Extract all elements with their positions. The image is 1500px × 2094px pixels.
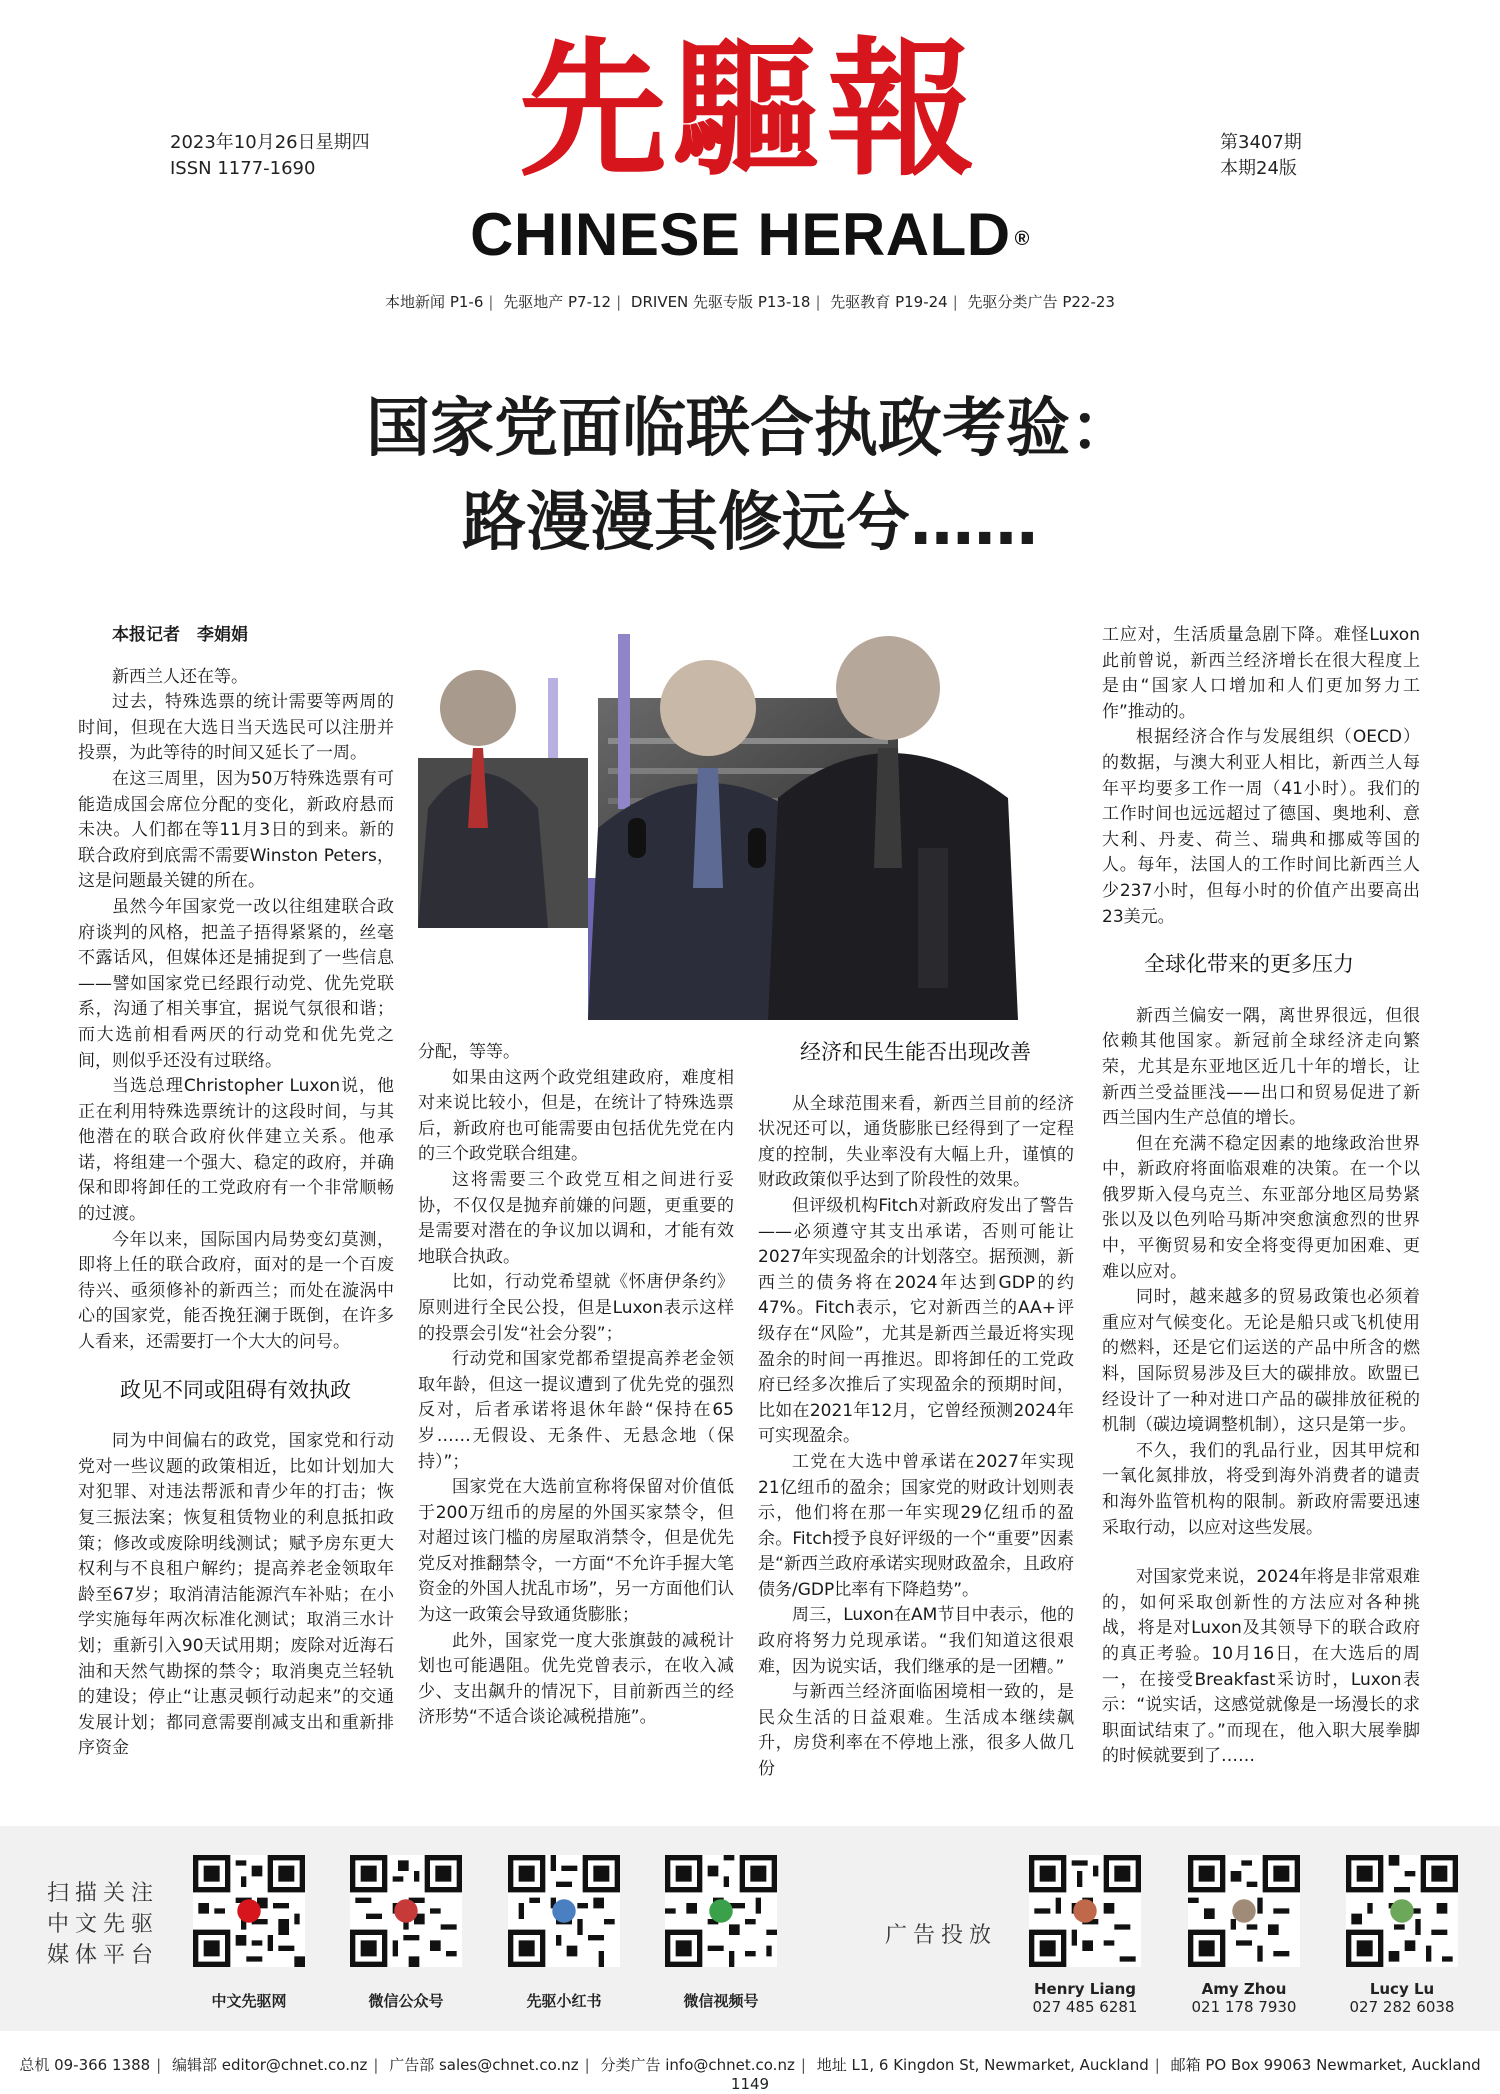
- issue-meta-left: [170, 130, 450, 182]
- contact-info-bar: 总机 09-366 1388 | 编辑部 editor@chnet.co.nz | 广告部 sales@chnet.co.nz | 分类广告 info@chnet.co.nz | 地址 L1, 6 Kingdon St, Newmarket, Auckland | 邮箱 PO Box 99063 Newmarket, Auckland 1149: [19, 2056, 1481, 2093]
- article-column-1: [78, 623, 394, 1762]
- contact-phone: 027 485 6281: [1032, 1998, 1138, 2016]
- paragraph: 如果由这两个政党组建政府，难度相对来说比较小，但是，在统计了特殊选票后，新政府也可能需要由包括优先党在内的三个政党联合组建。: [418, 1067, 734, 1165]
- contact-name: Lucy Lu: [1369, 1980, 1435, 1998]
- contact-qr-code[interactable]: [1188, 1855, 1300, 1967]
- section-link[interactable]: 先驱分类广告 P22-23: [967, 293, 1115, 311]
- subheading: 经济和民生能否出现改善: [800, 1040, 1031, 1064]
- paragraph: 从全球范围来看，新西兰目前的经济状况还可以，通货膨胀已经得到了一定程度的控制，失业率没有大幅上升，谨慎的财政政策似乎达到了阶段性的效果。: [758, 1093, 1074, 1191]
- paragraph: 但评级机构Fitch对新政府发出了警告——必须遵守其支出承诺，否则可能让2027年实现盈余的计划落空。据预测，新西兰的债务将在2024年达到GDP的约47%。Fitch表示，它对新西兰的AA+评级存在“风险”，尤其是新西兰最近将实现盈余的时间一再推迟。即将卸任的工党政府已经多次推后了实现盈余的预期时间，比如在2021年12月，它曾经预测2024年可实现盈余。: [758, 1195, 1074, 1447]
- subheading: 全球化带来的更多压力: [1144, 952, 1354, 977]
- section-index: 本地新闻 P1-6 | 先驱地产 P7-12 | DRIVEN 先驱专版 P13-18 | 先驱教育 P19-24 | 先驱分类广告 P22-23: [385, 293, 1115, 311]
- paragraph: 这将需要三个政党互相之间进行妥协，不仅仅是抛弃前嫌的问题，更重要的是需要对潜在的争议加以调和，才能有效地联合执政。: [418, 1169, 734, 1267]
- qr-code[interactable]: [665, 1855, 777, 1967]
- headline: [0, 382, 1500, 570]
- issue-pages: 本期24版: [1220, 158, 1297, 179]
- issue-meta-right: [1220, 130, 1420, 182]
- headline-line-2: 路漫漫其修远兮……: [462, 486, 1038, 560]
- advertising-label: 广告投放: [885, 1923, 998, 1948]
- paragraph: 周三，Luxon在AM节目中表示，他的政府将努力兑现承诺。“我们知道这很艰难，因为说实话，我们继承的是一团糟。”: [758, 1605, 1074, 1677]
- contact-editorial-email[interactable]: 编辑部 editor@chnet.co.nz: [172, 2056, 368, 2074]
- article-column-2: [418, 1040, 734, 1731]
- paragraph: 国家党在大选前宣称将保留对价值低于200万纽币的房屋的外国买家禁令，但对超过该门槛的房屋取消禁令，但是优先党反对推翻禁令，一方面“不允许手握大笔资金的外国人扰乱市场”，另一方面他们认为这一政策会导致通货膨胀；: [418, 1477, 734, 1626]
- paragraph: 同时，越来越多的贸易政策也必须着重应对气候变化。无论是船只或飞机使用的燃料，还是它们运送的产品中所含的燃料，国际贸易涉及巨大的碳排放。欧盟已经设计了一种对进口产品的碳排放征税的机制（碳边境调整机制），这只是第一步。: [1102, 1287, 1420, 1436]
- qr-caption: 微信视频号: [683, 1992, 759, 2010]
- issn: ISSN 1177-1690: [170, 158, 316, 179]
- issue-number: 第3407期: [1220, 132, 1302, 153]
- registered-mark: ®: [1014, 228, 1030, 251]
- scan-label: 扫描关注中文先驱媒体平台: [46, 1881, 159, 1968]
- qr-code[interactable]: [193, 1855, 305, 1967]
- decorative-stripe: [618, 634, 630, 809]
- paragraph: 与新西兰经济面临困境相一致的，是民众生活的日益艰难。生活成本继续飙升，房贷利率在不停地上涨，很多人做几份: [758, 1682, 1074, 1780]
- contact-po-box: 邮箱 PO Box 99063 Newmarket, Auckland 1149: [730, 2056, 1481, 2093]
- article-column-4: [1102, 623, 1420, 1770]
- paragraph: 对国家党来说，2024年将是非常艰难的，如何采取创新性的方法应对各种挑战，将是对Luxon及其领导下的联合政府的真正考验。10月16日，在大选后的周一，在接受Breakfast采访时，Luxon表示：“说实话，这感觉就像是一场漫长的求职面试结束了。”而现在，他入职大展拳脚的时候就要到了……: [1102, 1567, 1420, 1767]
- contact-name: Amy Zhou: [1201, 1980, 1287, 1998]
- masthead-english-title: [0, 200, 1500, 270]
- paragraph: 根据经济合作与发展组织（OECD）的数据，与澳大利亚人相比，新西兰人每年平均要多工作一周（41小时）。我们的工作时间也远远超过了德国、奥地利、意大利、丹麦、荷兰、瑞典和挪威等国的人。每年，法国人的工作时间比新西兰人少237小时，但每小时的价值产出要高出23美元。: [1102, 727, 1420, 927]
- contact-switchboard: 总机 09-366 1388: [19, 2056, 151, 2074]
- paragraph: 此外，国家党一度大张旗鼓的减税计划也可能遇阻。优先党曾表示，在收入减少、支出飙升的情况下，目前新西兰的经济形势“不适合谈论减税措施”。: [418, 1630, 734, 1728]
- paragraph: 但在充满不稳定因素的地缘政治世界中，新政府将面临艰难的决策。在一个以俄罗斯入侵乌克兰、东亚部分地区局势紧张以及以色列哈马斯冲突愈演愈烈的世界中，平衡贸易和安全将变得更加困难、更难以应对。: [1102, 1133, 1420, 1282]
- paragraph: 新西兰人还在等。: [112, 666, 248, 687]
- paragraph: 分配，等等。: [418, 1042, 520, 1062]
- contact-qr-code[interactable]: [1346, 1855, 1458, 1967]
- section-link[interactable]: 本地新闻 P1-6: [385, 293, 484, 311]
- contact-phone: 027 282 6038: [1349, 1998, 1455, 2016]
- issue-date: 2023年10月26日星期四: [170, 132, 370, 153]
- paragraph: 不久，我们的乳品行业，因其甲烷和一氧化氮排放，将受到海外消费者的谴责和海外监管机构的限制。新政府需要迅速采取行动，以应对这些发展。: [1102, 1440, 1420, 1538]
- contact-card: [1327, 1980, 1477, 2016]
- paragraph: 同为中间偏右的政党，国家党和行动党对一些议题的政策相近，比如计划加大对犯罪、对违法帮派和青少年的打击；恢复三振法案；恢复租赁物业的利息抵扣政策；修改或废除明线测试；赋予房东更大权利与不良租户解约；提高养老金领取年龄至67岁；取消清洁能源汽车补贴；在小学实施每年两次标准化测试；取消三水计划；重新引入90天试用期；废除对近海石油和天然气勘探的禁令；取消奥克兰轻轨的建设；停止“让惠灵顿行动起来”的交通发展计划；都同意需要削减支出和重新排序资金: [78, 1431, 394, 1759]
- paragraph: 当选总理Christopher Luxon说，他正在利用特殊选票统计的这段时间，与其他潜在的联合政府伙伴建立关系。他承诺，将组建一个强大、稳定的政府，并确保和即将卸任的工党政府有一个非常顺畅的过渡。: [78, 1076, 394, 1225]
- qr-code[interactable]: [508, 1855, 620, 1967]
- paragraph: 过去，特殊选票的统计需要等两周的时间，但现在大选日当天选民可以注册并投票，为此等待的时间又延长了一周。: [78, 692, 394, 764]
- paragraph: 工党在大选中曾承诺在2027年实现21亿纽币的盈余；国家党的财政计划则表示，他们将在那一年实现29亿纽币的盈余。Fitch授予良好评级的一个“重要”因素是“新西兰政府承诺实现财政盈余，且政府债务/GDP比率有下降趋势”。: [758, 1451, 1074, 1600]
- qr-caption: 中文先驱网: [211, 1992, 287, 2010]
- contact-card: [1169, 1980, 1319, 2016]
- politician-right: [836, 636, 940, 740]
- paragraph: 今年以来，国际国内局势变幻莫测，即将上任的联合政府，面对的是一个百废待兴、亟须修补的新西兰；而处在漩涡中心的国家党，能否挽狂澜于既倒，在许多人看来，还需要打一个大大的问号。: [78, 1229, 394, 1353]
- subheading: 政见不同或阻碍有效执政: [120, 1377, 351, 1402]
- masthead-chinese-title: 先驅報: [519, 22, 981, 196]
- contact-classifieds-email[interactable]: 分类广告 info@chnet.co.nz: [600, 2056, 795, 2074]
- masthead-english-text: CHINESE HERALD: [470, 201, 1011, 268]
- section-link[interactable]: DRIVEN 先驱专版 P13-18: [630, 293, 811, 311]
- section-link[interactable]: 先驱教育 P19-24: [830, 293, 948, 311]
- contact-card: [1010, 1980, 1160, 2016]
- article-photo: [418, 628, 1074, 1020]
- politician-center: [660, 660, 756, 756]
- paragraph: 行动党和国家党都希望提高养老金领取年龄，但这一提议遭到了优先党的强烈反对，后者承诺将退休年龄“保持在65岁……无假设、无条件、无悬念地（保持）”；: [418, 1349, 734, 1472]
- paragraph: 工应对，生活质量急剧下降。难怪Luxon此前曾说，新西兰经济增长在很大程度上是由“国家人口增加和人们更加努力工作”推动的。: [1102, 625, 1420, 722]
- paragraph: 比如，行动党希望就《怀唐伊条约》原则进行全民公投，但是Luxon表示这样的投票会引发“社会分裂”；: [418, 1272, 734, 1344]
- paragraph: 在这三周里，因为50万特殊选票有可能造成国会席位分配的变化，新政府悬而未决。人们都在等11月3日的到来。新的联合政府到底需不需要Winston Peters，这是问题最关键的所在。: [78, 768, 394, 892]
- qr-code[interactable]: [350, 1855, 462, 1967]
- contact-address: 地址 L1, 6 Kingdon St, Newmarket, Auckland: [816, 2056, 1149, 2074]
- paragraph: 新西兰偏安一隅，离世界很远，但很依赖其他国家。新冠前全球经济走向繁荣，尤其是东亚地区近几十年的增长，让新西兰受益匪浅——出口和贸易促进了新西兰国内生产总值的增长。: [1102, 1005, 1420, 1129]
- qr-caption: 微信公众号: [368, 1992, 444, 2010]
- paragraph: 虽然今年国家党一改以往组建联合政府谈判的风格，把盖子捂得紧紧的，丝毫不露话风，但媒体还是捕捉到了一些信息——譬如国家党已经跟行动党、优先党联系，沟通了相关事宜，据说气氛很和谐；而大选前相看两厌的行动党和优先党之间，则似乎还没有过联络。: [78, 896, 394, 1071]
- byline: 本报记者 李娟娟: [112, 625, 248, 645]
- headline-line-1: 国家党面临联合执政考验：: [366, 392, 1134, 466]
- article-column-3: [758, 1040, 1074, 1783]
- contact-phone: 021 178 7930: [1191, 1998, 1297, 2016]
- contact-qr-code[interactable]: [1029, 1855, 1141, 1967]
- section-link[interactable]: 先驱地产 P7-12: [503, 293, 612, 311]
- contact-name: Henry Liang: [1033, 1980, 1137, 1998]
- contact-sales-email[interactable]: 广告部 sales@chnet.co.nz: [389, 2056, 579, 2074]
- qr-caption: 先驱小红书: [526, 1992, 602, 2010]
